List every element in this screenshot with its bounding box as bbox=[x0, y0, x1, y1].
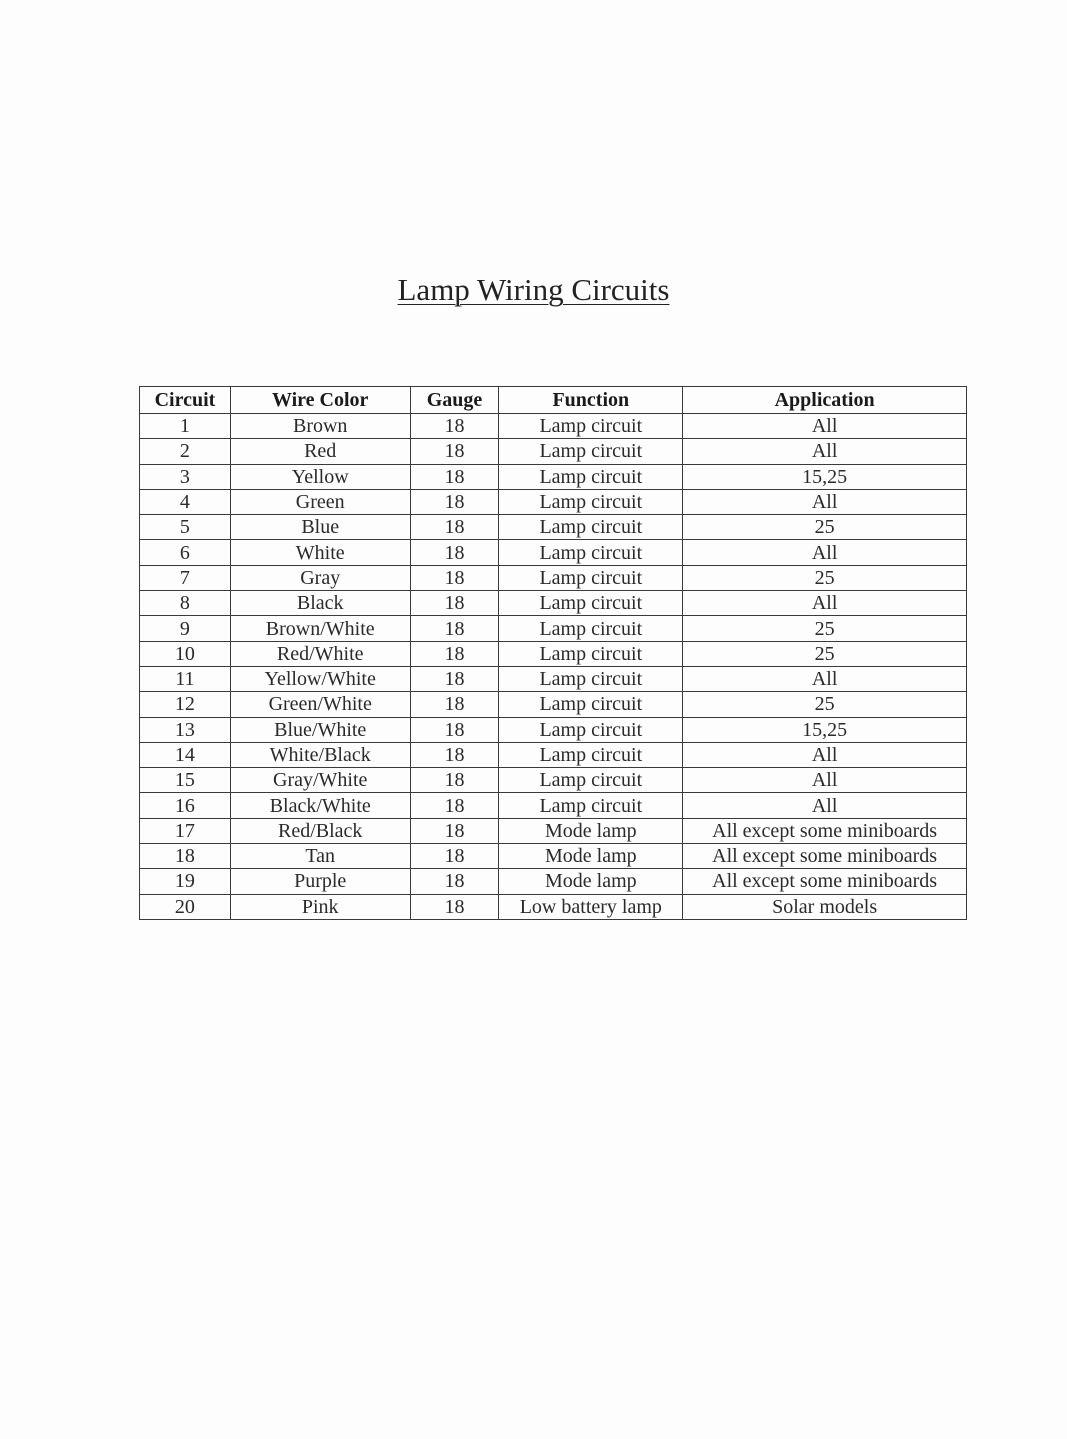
cell-wire-color: Tan bbox=[230, 844, 410, 869]
cell-circuit: 13 bbox=[140, 717, 231, 742]
cell-function: Lamp circuit bbox=[499, 692, 683, 717]
cell-application: All except some miniboards bbox=[683, 844, 967, 869]
cell-wire-color: Blue/White bbox=[230, 717, 410, 742]
header-wire-color: Wire Color bbox=[230, 387, 410, 414]
cell-application: 15,25 bbox=[683, 464, 967, 489]
header-application: Application bbox=[683, 387, 967, 414]
table-body bbox=[140, 414, 967, 920]
table-row bbox=[140, 869, 967, 894]
cell-application: All bbox=[683, 666, 967, 691]
table-row bbox=[140, 894, 967, 919]
cell-wire-color: Green bbox=[230, 489, 410, 514]
cell-wire-color: Red/White bbox=[230, 641, 410, 666]
cell-gauge: 18 bbox=[410, 768, 499, 793]
cell-wire-color: Brown/White bbox=[230, 616, 410, 641]
table-row bbox=[140, 768, 967, 793]
cell-application: 25 bbox=[683, 641, 967, 666]
cell-gauge: 18 bbox=[410, 742, 499, 767]
cell-function: Lamp circuit bbox=[499, 793, 683, 818]
cell-application: All bbox=[683, 489, 967, 514]
cell-wire-color: Pink bbox=[230, 894, 410, 919]
cell-gauge: 18 bbox=[410, 464, 499, 489]
cell-application: 25 bbox=[683, 692, 967, 717]
cell-circuit: 17 bbox=[140, 818, 231, 843]
cell-gauge: 18 bbox=[410, 439, 499, 464]
cell-function: Lamp circuit bbox=[499, 540, 683, 565]
cell-function: Mode lamp bbox=[499, 818, 683, 843]
table-row bbox=[140, 515, 967, 540]
table-row bbox=[140, 641, 967, 666]
cell-gauge: 18 bbox=[410, 591, 499, 616]
cell-wire-color: Red/Black bbox=[230, 818, 410, 843]
cell-circuit: 1 bbox=[140, 414, 231, 439]
cell-circuit: 11 bbox=[140, 666, 231, 691]
cell-gauge: 18 bbox=[410, 793, 499, 818]
cell-gauge: 18 bbox=[410, 641, 499, 666]
cell-circuit: 15 bbox=[140, 768, 231, 793]
cell-function: Lamp circuit bbox=[499, 768, 683, 793]
cell-application: All bbox=[683, 414, 967, 439]
table-row bbox=[140, 692, 967, 717]
cell-application: All except some miniboards bbox=[683, 869, 967, 894]
page-title: Lamp Wiring Circuits bbox=[397, 272, 670, 307]
cell-circuit: 3 bbox=[140, 464, 231, 489]
cell-application: All bbox=[683, 591, 967, 616]
cell-circuit: 2 bbox=[140, 439, 231, 464]
cell-wire-color: White/Black bbox=[230, 742, 410, 767]
cell-circuit: 16 bbox=[140, 793, 231, 818]
cell-application: 25 bbox=[683, 565, 967, 590]
table-row bbox=[140, 666, 967, 691]
cell-function: Lamp circuit bbox=[499, 717, 683, 742]
table-row bbox=[140, 793, 967, 818]
cell-gauge: 18 bbox=[410, 717, 499, 742]
cell-wire-color: Gray/White bbox=[230, 768, 410, 793]
cell-gauge: 18 bbox=[410, 818, 499, 843]
cell-application: All bbox=[683, 768, 967, 793]
cell-function: Lamp circuit bbox=[499, 464, 683, 489]
cell-circuit: 7 bbox=[140, 565, 231, 590]
cell-function: Low battery lamp bbox=[499, 894, 683, 919]
table-row bbox=[140, 591, 967, 616]
table-row bbox=[140, 565, 967, 590]
cell-wire-color: Blue bbox=[230, 515, 410, 540]
cell-gauge: 18 bbox=[410, 844, 499, 869]
cell-circuit: 18 bbox=[140, 844, 231, 869]
cell-application: All bbox=[683, 540, 967, 565]
cell-gauge: 18 bbox=[410, 515, 499, 540]
cell-circuit: 19 bbox=[140, 869, 231, 894]
table-row bbox=[140, 489, 967, 514]
cell-function: Lamp circuit bbox=[499, 565, 683, 590]
table-row bbox=[140, 844, 967, 869]
cell-gauge: 18 bbox=[410, 869, 499, 894]
cell-function: Lamp circuit bbox=[499, 742, 683, 767]
cell-gauge: 18 bbox=[410, 489, 499, 514]
table-row bbox=[140, 540, 967, 565]
cell-wire-color: Brown bbox=[230, 414, 410, 439]
cell-wire-color: Purple bbox=[230, 869, 410, 894]
cell-wire-color: Green/White bbox=[230, 692, 410, 717]
cell-gauge: 18 bbox=[410, 692, 499, 717]
cell-circuit: 20 bbox=[140, 894, 231, 919]
cell-circuit: 6 bbox=[140, 540, 231, 565]
cell-function: Lamp circuit bbox=[499, 439, 683, 464]
cell-application: 15,25 bbox=[683, 717, 967, 742]
cell-gauge: 18 bbox=[410, 540, 499, 565]
table-row bbox=[140, 717, 967, 742]
cell-wire-color: White bbox=[230, 540, 410, 565]
cell-circuit: 12 bbox=[140, 692, 231, 717]
cell-application: All bbox=[683, 742, 967, 767]
table-row bbox=[140, 464, 967, 489]
cell-gauge: 18 bbox=[410, 894, 499, 919]
cell-wire-color: Red bbox=[230, 439, 410, 464]
cell-application: All bbox=[683, 439, 967, 464]
cell-function: Lamp circuit bbox=[499, 666, 683, 691]
cell-function: Lamp circuit bbox=[499, 641, 683, 666]
header-function: Function bbox=[499, 387, 683, 414]
header-circuit: Circuit bbox=[140, 387, 231, 414]
cell-wire-color: Yellow bbox=[230, 464, 410, 489]
cell-function: Lamp circuit bbox=[499, 414, 683, 439]
cell-application: Solar models bbox=[683, 894, 967, 919]
cell-circuit: 8 bbox=[140, 591, 231, 616]
header-row bbox=[140, 387, 967, 414]
cell-circuit: 10 bbox=[140, 641, 231, 666]
cell-function: Lamp circuit bbox=[499, 489, 683, 514]
cell-wire-color: Gray bbox=[230, 565, 410, 590]
cell-wire-color: Yellow/White bbox=[230, 666, 410, 691]
table-row bbox=[140, 414, 967, 439]
cell-circuit: 14 bbox=[140, 742, 231, 767]
cell-wire-color: Black/White bbox=[230, 793, 410, 818]
cell-function: Mode lamp bbox=[499, 869, 683, 894]
header-gauge: Gauge bbox=[410, 387, 499, 414]
wiring-table bbox=[139, 386, 967, 920]
table-header bbox=[140, 387, 967, 414]
cell-circuit: 9 bbox=[140, 616, 231, 641]
cell-gauge: 18 bbox=[410, 565, 499, 590]
table-row bbox=[140, 616, 967, 641]
cell-wire-color: Black bbox=[230, 591, 410, 616]
cell-application: All bbox=[683, 793, 967, 818]
cell-application: 25 bbox=[683, 515, 967, 540]
table-row bbox=[140, 742, 967, 767]
cell-gauge: 18 bbox=[410, 414, 499, 439]
table-row bbox=[140, 439, 967, 464]
cell-circuit: 4 bbox=[140, 489, 231, 514]
cell-function: Mode lamp bbox=[499, 844, 683, 869]
cell-gauge: 18 bbox=[410, 666, 499, 691]
cell-gauge: 18 bbox=[410, 616, 499, 641]
cell-application: 25 bbox=[683, 616, 967, 641]
cell-circuit: 5 bbox=[140, 515, 231, 540]
table-row bbox=[140, 818, 967, 843]
cell-function: Lamp circuit bbox=[499, 616, 683, 641]
cell-function: Lamp circuit bbox=[499, 591, 683, 616]
cell-application: All except some miniboards bbox=[683, 818, 967, 843]
cell-function: Lamp circuit bbox=[499, 515, 683, 540]
